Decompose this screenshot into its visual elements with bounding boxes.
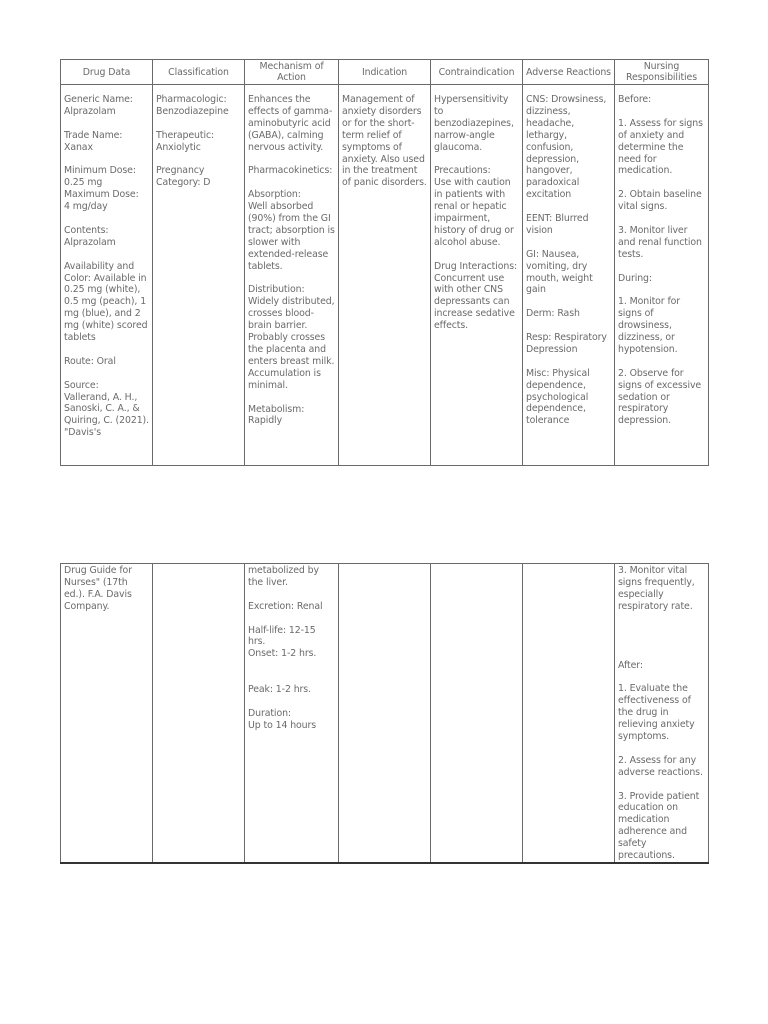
spacer — [618, 613, 705, 660]
during-item-2: 2. Observe for signs of excessive sedation or respiratory depression. — [618, 367, 702, 427]
contraindication-cell — [431, 564, 523, 863]
therapeutic-class: Therapeutic: Anxiolytic — [156, 129, 215, 153]
header-row — [61, 60, 709, 85]
indication-text: Management of anxiety disorders or for the short-term relief of symptoms of anxiety. Also used in the treatment of panic disorders. — [342, 94, 427, 189]
pregnancy-category: Pregnancy Category: D — [156, 165, 211, 189]
duration: Duration: Up to 14 hours — [248, 707, 317, 731]
contraindication-text: Hypersensitivity to benzodiazepines, narrow-angle glaucoma. — [434, 94, 514, 153]
before-label: Before: — [618, 94, 652, 105]
header-adverse-reactions: Adverse Reactions — [523, 60, 615, 85]
nursing-cell — [615, 85, 709, 466]
minimum-dose: Minimum Dose: 0.25 mg — [64, 165, 136, 189]
after-item-3: 3. Provide patient education on medication adherence and safety precautions. — [618, 790, 700, 862]
half-life: Half-life: 12-15 hrs. — [248, 624, 316, 648]
during-item-1: 1. Monitor for signs of drowsiness, dizziness, or hypotension. — [618, 296, 681, 355]
header-contraindication: Contraindication — [431, 60, 523, 85]
pharmacologic-class: Pharmacologic: Benzodiazepine — [156, 94, 229, 117]
header-nursing-responsibilities: Nursing Responsibilities — [615, 60, 709, 85]
trade-name: Trade Name: Xanax — [64, 129, 123, 153]
header-mechanism: Mechanism of Action — [245, 60, 339, 85]
header-classification: Classification — [153, 60, 245, 85]
contraindication-cell — [431, 85, 523, 466]
indication-cell — [339, 564, 431, 863]
after-item-1: 1. Evaluate the effectiveness of the drug in relieving anxiety symptoms. — [618, 683, 695, 743]
drug-study-table-page-2 — [60, 563, 709, 864]
metabolism: Metabolism: Rapidly — [248, 403, 305, 427]
during-item-3: 3. Monitor vital signs frequently, especially respiratory rate. — [618, 565, 695, 612]
contents: Contents: Alprazolam — [64, 224, 116, 248]
table-row — [61, 564, 709, 863]
absorption: Absorption: Well absorbed (90%) from the GI tract; absorption is slower with extended-release tablets. — [248, 189, 335, 272]
availability: Availability and Color: Available in 0.25 mg (white), 0.5 mg (peach), 1 mg (blue), and 2 mg (white) scored tablets — [64, 260, 148, 344]
excretion: Excretion: Renal — [248, 600, 323, 612]
indication-cell — [339, 85, 431, 466]
drug-data-cell — [61, 564, 153, 863]
drug-data-cell — [61, 85, 153, 466]
drug-study-table-page-1 — [60, 59, 709, 466]
table-row — [61, 85, 709, 466]
mechanism-cell — [245, 85, 339, 466]
during-label: During: — [618, 272, 652, 284]
mechanism-cell — [245, 564, 339, 863]
adverse-cns: CNS: Drowsiness, dizziness, headache, lethargy, confusion, depression, hangover, paradoxical excitation — [526, 94, 607, 201]
before-item-1: 1. Assess for signs of anxiety and determine the need for medication. — [618, 117, 703, 177]
route: Route: Oral — [64, 355, 116, 367]
adverse-eent: EENT: Blurred vision — [526, 213, 589, 236]
adverse-resp: Resp: Respiratory Depression — [526, 332, 607, 355]
mechanism-action: Enhances the effects of gamma-aminobutyric acid (GABA), calming nervous activity. — [248, 94, 333, 153]
header-indication: Indication — [339, 60, 431, 85]
adverse-gi: GI: Nausea, vomiting, dry mouth, weight gain — [526, 248, 593, 296]
before-item-3: 3. Monitor liver and renal function tests. — [618, 224, 702, 260]
drug-interactions: Drug Interactions: Concurrent use with other CNS depressants can increase sedative effects. — [434, 260, 518, 332]
source: Source: Vallerand, A. H., Sanoski, C. A., & Quiring, C. (2021). "Davis's — [64, 379, 149, 439]
source-continued: Drug Guide for Nurses" (17th ed.). F.A. Davis Company. — [64, 565, 132, 612]
classification-cell — [153, 564, 245, 863]
precautions: Precautions: Use with caution in patients with renal or hepatic impairment, history of drug or alcohol abuse. — [434, 165, 514, 248]
classification-cell — [153, 85, 245, 466]
metabolism-continued: metabolized by the liver. — [248, 565, 319, 588]
header-drug-data: Drug Data — [61, 60, 153, 85]
distribution: Distribution: Widely distributed, crosses blood-brain barrier. Probably crosses the placenta and enters breast milk. Accumulation is minimal. — [248, 284, 335, 391]
generic-name: Generic Name: Alprazolam — [64, 94, 133, 117]
nursing-cell — [615, 564, 709, 863]
onset: Onset: 1-2 hrs. — [248, 648, 317, 660]
before-item-2: 2. Obtain baseline vital signs. — [618, 189, 702, 213]
after-label: After: — [618, 659, 643, 671]
spacer — [248, 672, 335, 684]
adverse-derm: Derm: Rash — [526, 308, 580, 320]
pharmacokinetics-label: Pharmacokinetics: — [248, 165, 333, 177]
adverse-reactions-cell — [523, 564, 615, 863]
adverse-misc: Misc: Physical dependence, psychological dependence, tolerance — [526, 367, 590, 427]
after-item-2: 2. Assess for any adverse reactions. — [618, 754, 703, 778]
maximum-dose: Maximum Dose: 4 mg/day — [64, 189, 139, 213]
adverse-reactions-cell — [523, 85, 615, 466]
peak: Peak: 1-2 hrs. — [248, 684, 311, 695]
